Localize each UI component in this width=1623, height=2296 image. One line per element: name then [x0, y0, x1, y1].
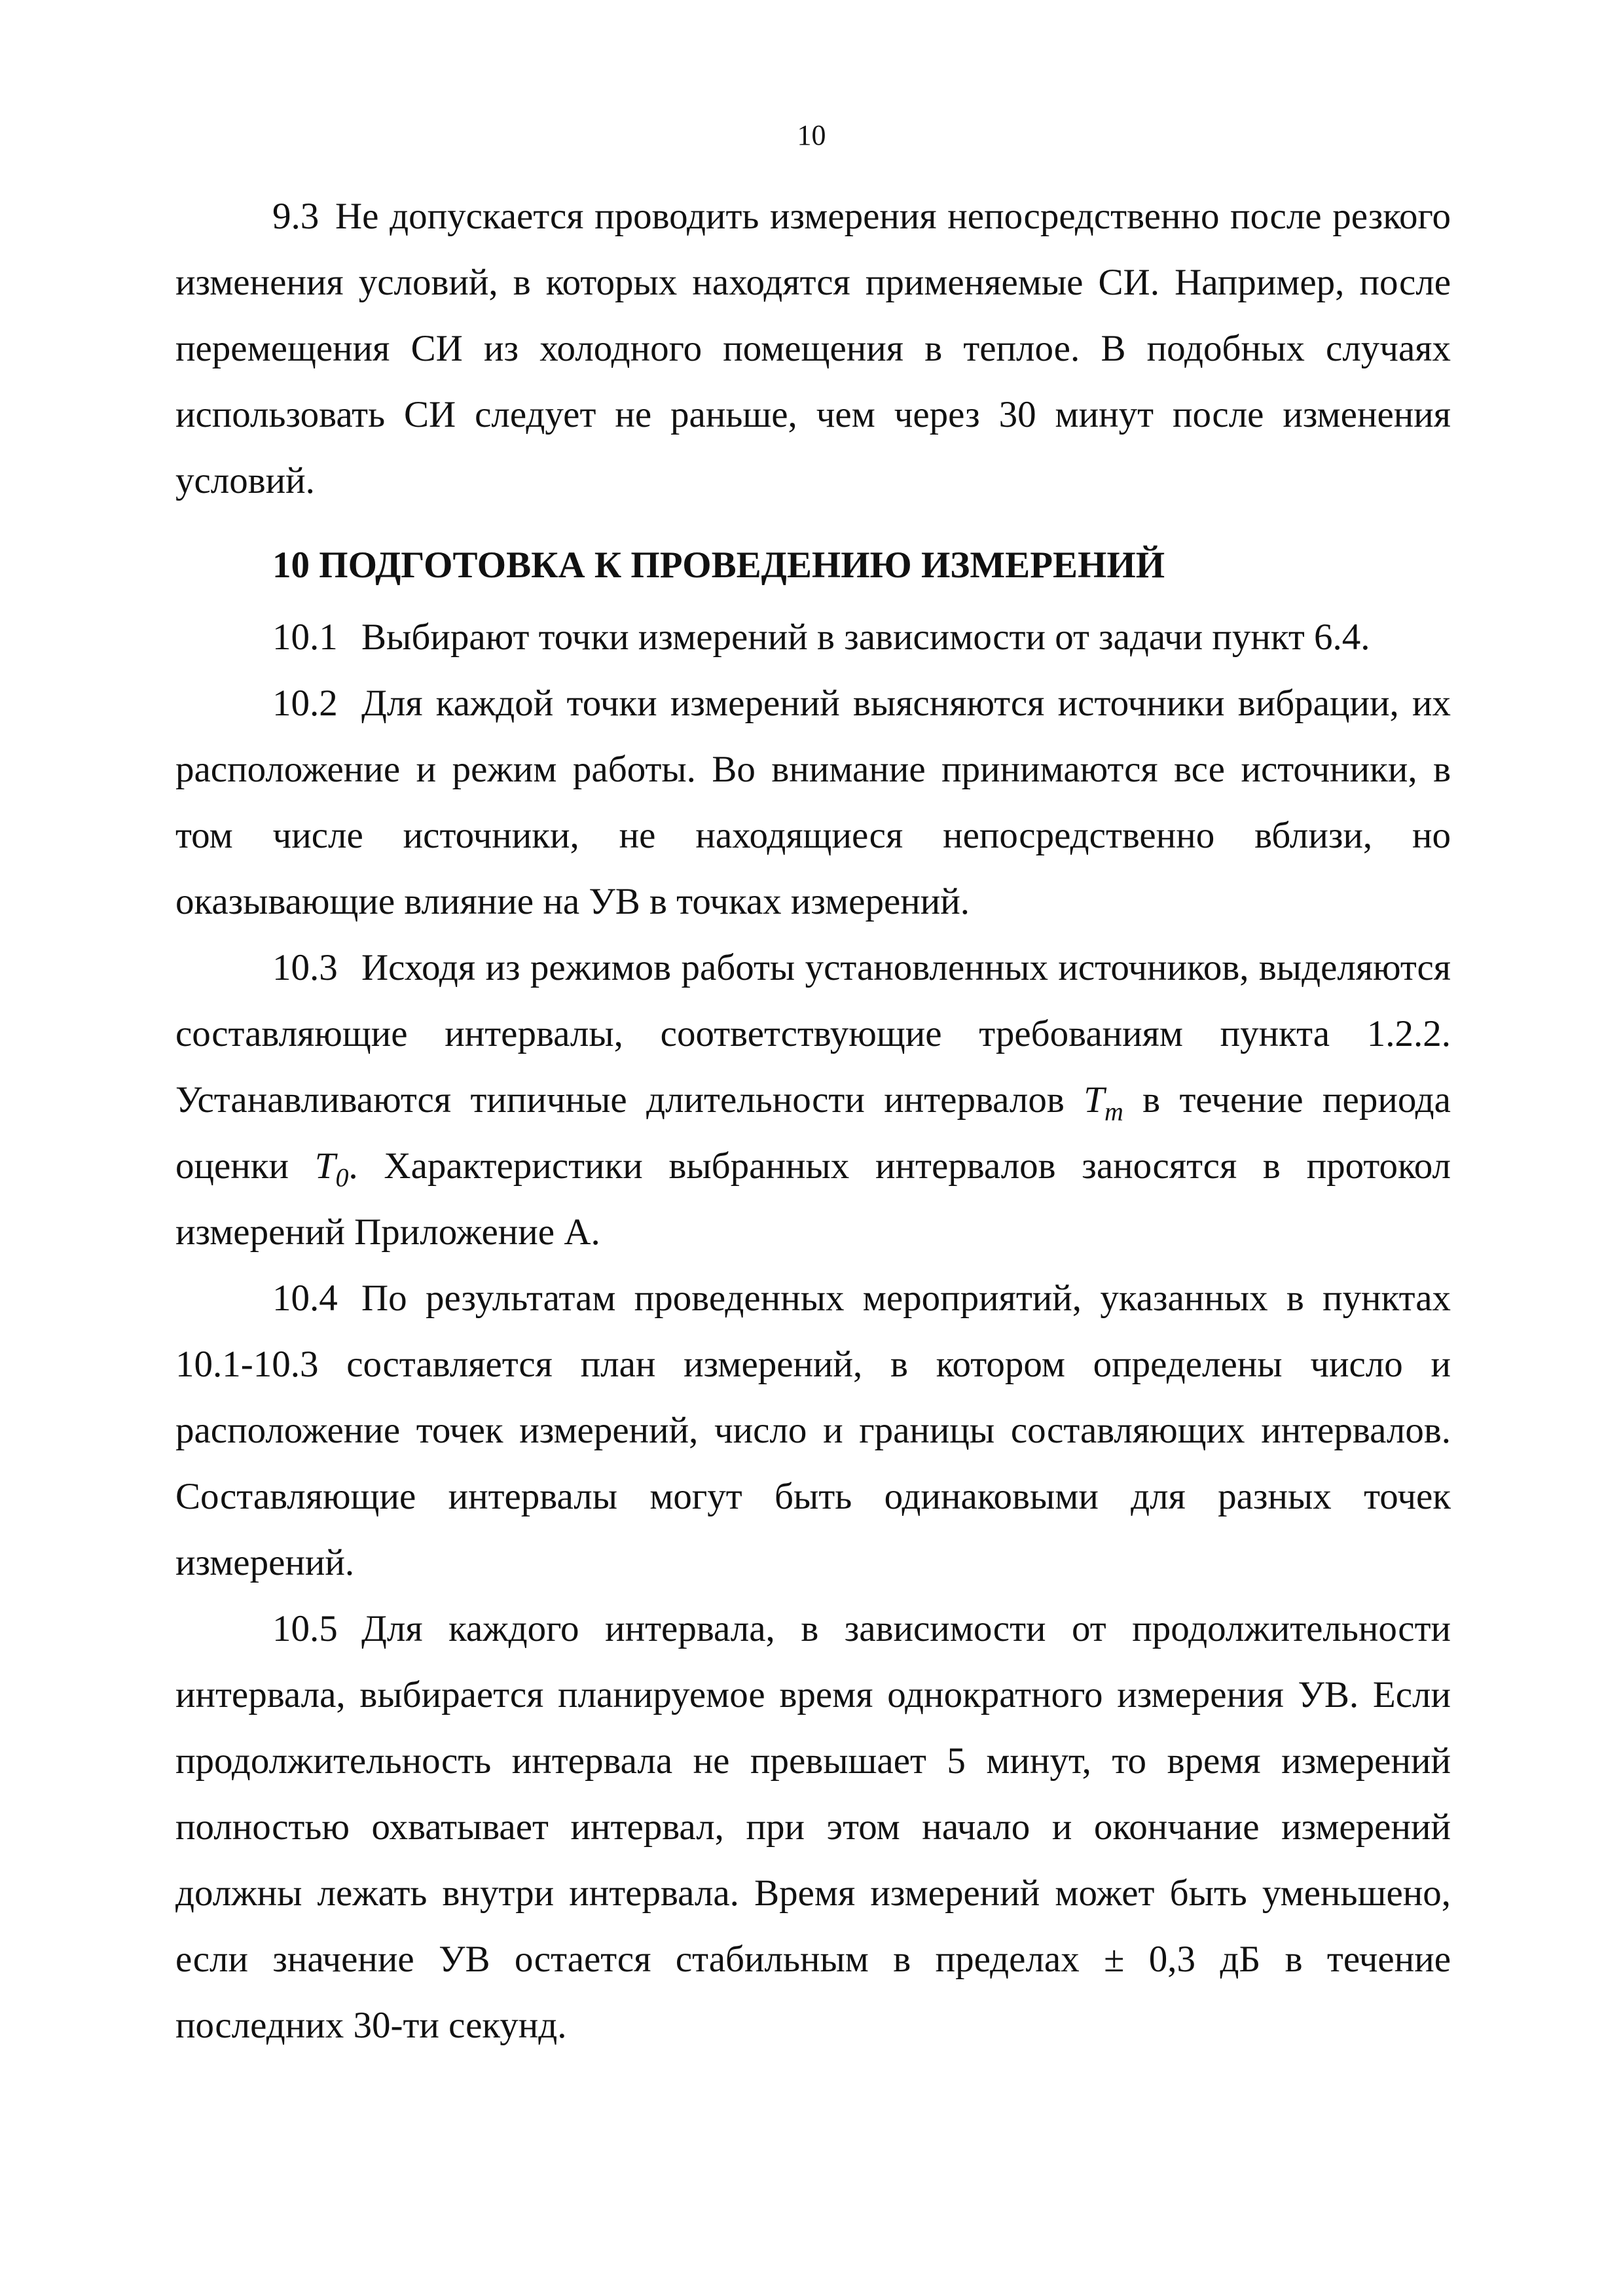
paragraph-text: Для каждой точки измерений выясняются источники вибрации, их расположение и режим работы. Во внимание принимаются все источники, в том числе источники, не находящиеся непосредственно вблизи, но оказывающие влияние на УВ в точках измерений.: [175, 683, 1451, 922]
paragraph-10-5: [175, 1596, 1451, 2058]
paragraph-number: 9.3: [272, 196, 319, 237]
document-body: [175, 183, 1451, 2058]
paragraph-text: Не допускается проводить измерения непосредственно после резкого изменения условий, в которых находятся применяемые СИ. Например, после перемещения СИ из холодного помещения в теплое. В подобных случаях использовать СИ следует не раньше, чем через 30 минут после изменения условий.: [175, 196, 1451, 501]
variable-t-0: $T_0$: [314, 1145, 349, 1193]
paragraph-number: 10.1: [272, 617, 338, 658]
section-heading: 10 ПОДГОТОВКА К ПРОВЕДЕНИЮ ИЗМЕРЕНИЙ: [272, 545, 1165, 586]
paragraph-9-3: [175, 183, 1451, 514]
page-number: 10: [797, 119, 826, 151]
paragraph-text: . Характеристики выбранных интервалов заносятся в протокол измерений Приложение А.: [175, 1145, 1451, 1253]
paragraph-number: 10.5: [272, 1608, 338, 1649]
paragraph-text: Выбирают точки измерений в зависимости от задачи пункт 6.4.: [361, 617, 1370, 658]
paragraph-text: Для каждого интервала, в зависимости от продолжительности интервала, выбирается планируемое время однократного измерения УВ. Если продолжительность интервала не превышает 5 минут, то время измерений полностью охватывает интервал, при этом начало и окончание измерений должны лежать внутри интервала. Время измерений может быть уменьшено, если значение УВ остается стабильным в пределах ± 0,3 дБ в течение последних 30-ти секунд.: [175, 1608, 1451, 2046]
paragraph-text: Исходя из режимов работы установленных источников, выделяются составляющие интервалы, соответствующие требованиям пункта 1.2.2. Устанавливаются типичные длительности интервалов: [175, 947, 1451, 1121]
paragraph-number: 10.3: [272, 947, 338, 988]
paragraph-10-1: [175, 604, 1451, 670]
paragraph-10-4: [175, 1265, 1451, 1596]
paragraph-text: в течение периода оценки: [175, 1079, 1451, 1187]
paragraph-10-3: [175, 935, 1451, 1265]
paragraph-number: 10.2: [272, 683, 338, 724]
variable-t-m: $T_m$: [1084, 1079, 1123, 1126]
paragraph-number: 10.4: [272, 1278, 338, 1319]
paragraph-text: По результатам проведенных мероприятий, указанных в пунктах 10.1-10.3 составляется план измерений, в котором определены число и расположение точек измерений, число и границы составляющих интервалов. Составляющие интервалы могут быть одинаковыми для разных точек измерений.: [175, 1278, 1451, 1583]
paragraph-10-2: [175, 670, 1451, 935]
